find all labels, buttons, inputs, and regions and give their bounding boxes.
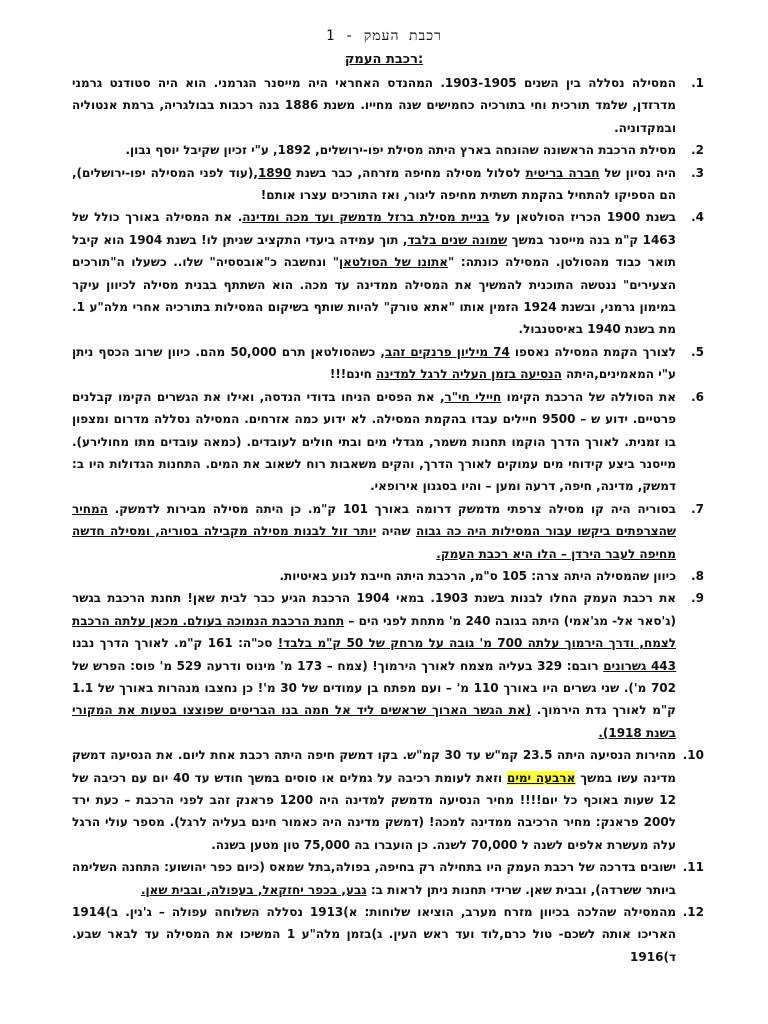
item-number: 10.	[682, 748, 704, 763]
item-text: המסילה נסללה בין השנים 1903-1905. המהנדס האחראי היה מייסנר הגרמני. הוא היה סטודנט גרמני מדרזדן, שלמד תורכית וחי בתורכיה כחמישים שנה מחייו. משנת 1886 בנה רכבות בבולגריה, ברמת אנטוליה ובמקדוניה.	[72, 76, 676, 135]
item-text: וזאת לעומת רכיבה על גמלים או סוסים במשך חודש עד 40 יום עם רכיבה של 12 שעות באוכף כל יום!!!! מחיר הנסיעה מדמשק למדינה היה 1200 פראנק זהב לפני הרכבת – כעת ירד ל200 פראנק: מחיר הרכיבה ממדינה למכה! (דמשק מדינה היה כאמור חינם בעליה לרגל). מספר עולי הרגל עלה מעשרת אלפים לשנה ל 70,000 לשנה. כן הועברו בה 75,000 טון מטען בשנה.	[72, 770, 676, 852]
underlined-text: יותר זול לבנות מסילה מקבילה בסוריה, ומסילה חדשה מחיפה לעבר הירדן – הלו היא רכבת העמק.	[72, 524, 676, 561]
underlined-text: (את הגשר הארוך שראשים ליד אל חמה בנו הבריטים שפוצצו בטעות את המקורי בשנת 1918).	[72, 703, 676, 740]
underlined-text: המחיר שהצרפתים ביקשו עבור המסילות היה כה גבוה	[72, 501, 676, 539]
item-number: 2.	[691, 143, 704, 158]
item-number: 7.	[691, 501, 704, 516]
item-text: את הסוללה של הרכבת הקימו	[501, 389, 676, 404]
item-text: שהיה	[376, 524, 416, 539]
item-text: " ונחשבה כ"אובססיה" שלו.. כשעלו ה"תורכים הצעירים" ננטשה התוכנית להמשיך את המסילה ממדינה עד מכה. הוא השתתף בבנית מסילה לכיוון עיקר במימון גרמני, ובשנת 1924 הזמין אותו "אתא טורק" להיות שותף בשיקום המסילות בתורכיה אחרי מלה"ע 1. מת בשנת 1940 באיסטנבול.	[72, 255, 676, 337]
item-text: . את המסילה באורך כולל של 1463 ק"מ בנה מייסנר במשך	[72, 210, 677, 247]
list-item	[72, 565, 704, 587]
underlined-text: חיילי חי"ר	[444, 389, 502, 404]
list-item	[72, 206, 704, 340]
underlined-text: 74 מיליון פרנקים זהב	[384, 344, 510, 359]
list-item	[72, 72, 704, 139]
list-item	[72, 386, 704, 498]
item-text: מהמסילה שהלכה בכיוון מזרח מערב, הוציאו שלוחות: א)1913 נסללה השלוחה עפולה – ג'נין. ב)1914 האריכו אותה לשכם- טול כרם,לוד ועד ראש העין. ג)בזמן מלה"ע 1 המשיכו את המסילה עד לבאר שבע. ד)1916	[72, 905, 677, 964]
list-item	[72, 744, 704, 856]
item-text: היה נסיון של	[599, 165, 676, 180]
underlined-text: 1890	[257, 165, 292, 180]
item-text: רובם: 329 בעליה מצמח לאורך הירמוך! (צמח – 173 מ' מינוס ודרעה 529 מ' פוס: הפרש של 702 מ'). שני גשרים היו באורך 110 מ' – ועם מפתח בן עמודים של 30 מ'! כן נחצבו מנהרות באורך של 1.1 ק"מ לאורך גדת הירמוך.	[72, 658, 676, 718]
item-text: , כשהסולטאן תרם 50,000 מהם. כיוון שרוב הכסף ניתן ע"י המאמינים,היתה	[72, 344, 676, 382]
item-number: 8.	[691, 568, 704, 583]
list-item	[72, 341, 704, 386]
item-text: בשנת 1900 הכריז הסולטאן על	[489, 210, 676, 225]
item-text: ישובים בדרכה של רכבת העמק היו בתחילה רק בחיפה, בפולה,בתל שמאס (כיום כפר יהושוע: התחנה השלימה ביותר ששרדה), ובבית שאן. שרידי תחנות ניתן לראות ב:	[72, 860, 676, 897]
list-item	[72, 856, 704, 901]
list-item	[72, 901, 704, 968]
item-number: 6.	[691, 389, 704, 404]
item-number: 12.	[682, 905, 704, 920]
underlined-text: חברה בריטית	[525, 165, 600, 180]
item-text: את רכבת העמק החלו לבנות בשנת 1903. במאי 1904 הרכבת הגיע כבר לבית שאן! תחנת הרכבת בגשר (ג'סאר אל- מג'אמי) היתה בגובה 240 מ' מתחת לפני הים –	[72, 591, 676, 628]
item-text: סכ"ה: 161 ק"מ. לאורך הדרך נבנו	[72, 636, 278, 651]
page-header: רכבת העמק - 1	[326, 28, 442, 44]
document-title: רכבת העמק:	[344, 52, 424, 67]
list-item	[72, 139, 704, 161]
numbered-list	[72, 72, 704, 968]
list-item	[72, 498, 704, 565]
underlined-text: גבע, בכפר יחזקאל, בעפולה, ובבית שאן.	[140, 882, 367, 897]
item-text: , את הפסים הניחו בדודי הנדסה, ואילו את הגשרים הקימו קבלנים פרטיים. ידוע ש – 9500 חיילים עבדו בהקמת המסילה. לא ידוע כמה אזרחים. המסילה נסללה מדרום ומצפון בו זמנית. לאורך הדרך הוקמו תחנות משמר, מגדלי מים ובתי חולים לעובדים. (כמאה עובדים מתו מחולירע). מייסנר ביצע קידוחי מים עמוקים לאורך הדרך, והקים משאבות רוח לשאוב את המים. התחנות הגדולות היו ב: דמשק, מדינה, חיפה, דרעה ומען – והיו בסגנון אירופאי.	[72, 389, 676, 494]
item-text: לסלול מסילה מחיפה מזרחה, כבר בשנת	[291, 165, 526, 180]
item-number: 1.	[691, 76, 704, 90]
item-number: 5.	[691, 344, 704, 359]
item-text: לצורך הקמת המסילה נאספו	[509, 344, 676, 359]
underlined-text: תחנת הרכבת הנמוכה בעולם. מכאן עלתה הרכבת לצמח, ודרך הירמוך עלתה 700 מ' גובה על מרחק של 50 ק"מ בלבד!	[72, 613, 676, 651]
underlined-text: אתונו של הסולטאן	[339, 255, 449, 270]
item-number: 9.	[691, 591, 704, 606]
item-number: 4.	[691, 210, 704, 225]
item-number: 3.	[691, 165, 704, 180]
underlined-text: הנסיעה בזמן העליה לרגל למדינה	[376, 367, 562, 382]
item-text: כיוון שהמסילה היתה צרה: 105 ס"מ, הרכבת היתה חייבת לנוע באיטיות.	[279, 568, 676, 583]
underlined-text: שמונה שנים בלבד	[407, 232, 508, 247]
item-text: מהירות הנסיעה היתה 23.5 קמ"ש עד 30 קמ"ש. בקו דמשק חיפה היתה רכבת אחת ליום. את הנסיעה דמשק מדינה עשו במשך	[72, 748, 676, 785]
item-text: מסילת הרכבת הראשונה שהונחה בארץ היתה מסילת יפו-ירושלים, 1892, ע"י זכיון שקיבל יוסף נבון.	[125, 143, 676, 158]
item-text: בסוריה היה קו מסילה צרפתי מדמשק דרומה באורך 101 ק"מ. כן היתה מסילה מבירות לדמשק.	[107, 501, 676, 516]
item-text: , תוך עמידה ביעדי התקציב שניתן לו! בשנת 1904 הוא קיבל תואר כבוד מהסולטן. המסילה כונתה: "	[72, 232, 676, 270]
item-text: ,(עוד לפני המסילה יפו-ירושלים), הם הספיקו להתחיל בהקמת תשתית מחיפה ליגור, ואז התורכים עצרו אותם!	[72, 165, 676, 203]
underlined-text: 443 גשרונים	[603, 658, 677, 673]
underlined-text: בניית מסילת ברזל מדמשק ועד מכה ומדינה	[242, 210, 490, 225]
list-item	[72, 587, 704, 744]
list-item	[72, 162, 704, 207]
item-number: 11.	[682, 860, 704, 875]
item-text: חינם!!!	[329, 367, 377, 382]
highlighted-text: ארבעה ימים	[506, 770, 576, 785]
